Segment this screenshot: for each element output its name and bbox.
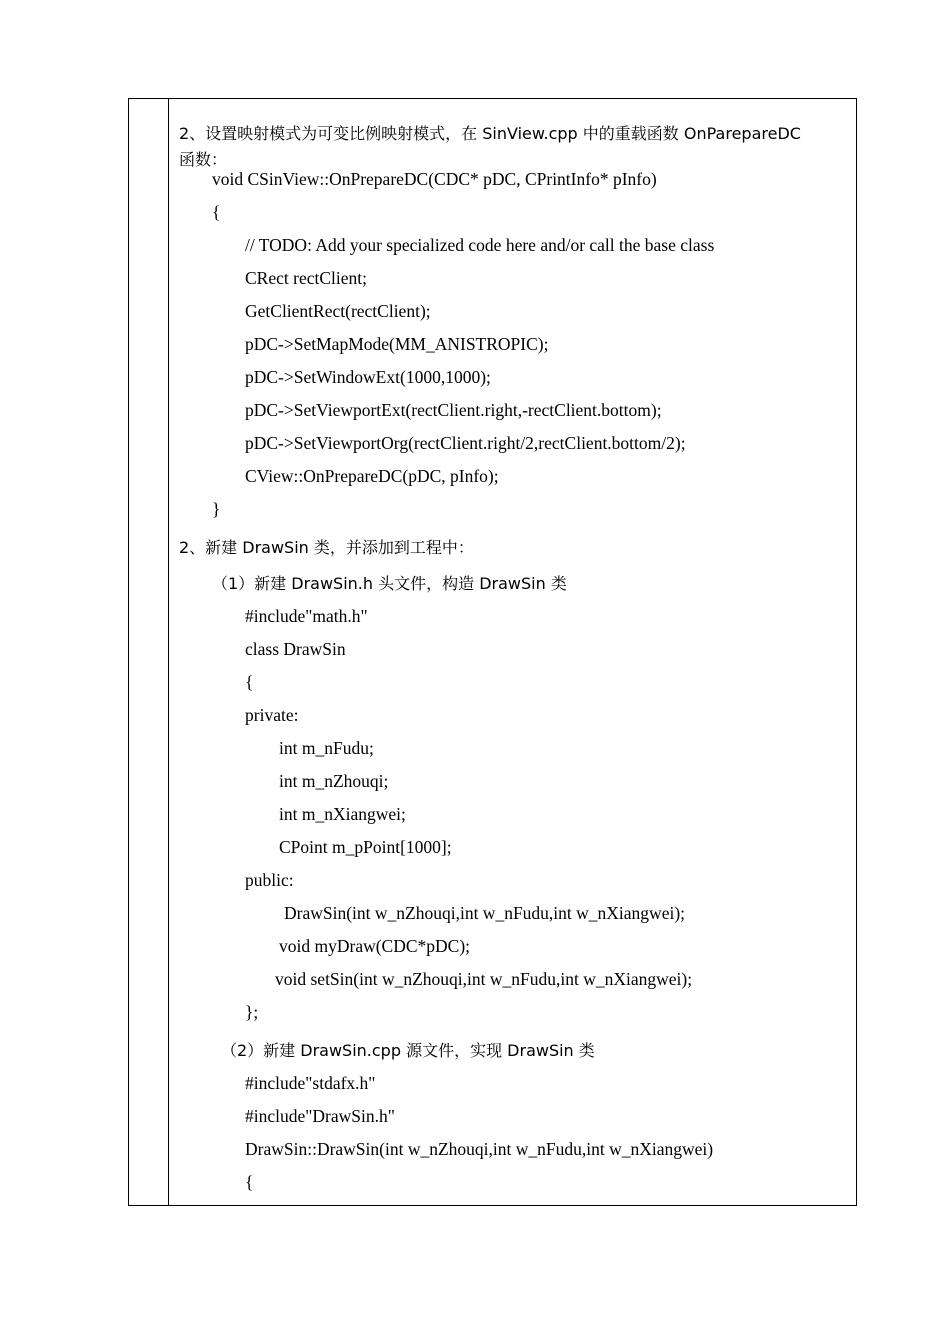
code-line: { bbox=[212, 202, 221, 222]
code-line: DrawSin(int w_nZhouqi,int w_nFudu,int w_nXiangwei); bbox=[284, 903, 686, 923]
code-line: #include"DrawSin.h" bbox=[245, 1106, 395, 1126]
code-line: { bbox=[245, 672, 254, 692]
code-line: public: bbox=[245, 870, 294, 890]
code-line: void CSinView::OnPrepareDC(CDC* pDC, CPrintInfo* pInfo) bbox=[212, 169, 657, 189]
code-line: int m_nFudu; bbox=[279, 738, 374, 758]
code-line: CPoint m_pPoint[1000]; bbox=[279, 837, 452, 857]
code-line: CView::OnPrepareDC(pDC, pInfo); bbox=[245, 466, 499, 486]
code-line: GetClientRect(rectClient); bbox=[245, 301, 431, 321]
code-line: int m_nZhouqi; bbox=[279, 771, 389, 791]
code-line: pDC->SetWindowExt(1000,1000); bbox=[245, 367, 491, 387]
code-line: void myDraw(CDC*pDC); bbox=[279, 936, 471, 956]
code-line: pDC->SetViewportOrg(rectClient.right/2,rectClient.bottom/2); bbox=[245, 433, 686, 453]
code-line: int m_nXiangwei; bbox=[279, 804, 406, 824]
table-column-divider bbox=[168, 98, 169, 1206]
code-line: CRect rectClient; bbox=[245, 268, 367, 288]
subsection-heading: （1）新建 DrawSin.h 头文件，构造 DrawSin 类 bbox=[212, 574, 567, 593]
section-heading: 2、设置映射模式为可变比例映射模式，在 SinView.cpp 中的重载函数 OnParepareDC bbox=[179, 124, 801, 143]
code-comment: // TODO: Add your specialized code here and/or call the base class bbox=[245, 235, 715, 255]
code-line: pDC->SetMapMode(MM_ANISTROPIC); bbox=[245, 334, 549, 354]
code-line: #include"stdafx.h" bbox=[245, 1073, 376, 1093]
code-line: { bbox=[245, 1172, 254, 1192]
code-line: #include"math.h" bbox=[245, 606, 368, 626]
code-line: pDC->SetViewportExt(rectClient.right,-rectClient.bottom); bbox=[245, 400, 662, 420]
code-line: void setSin(int w_nZhouqi,int w_nFudu,int w_nXiangwei); bbox=[275, 969, 693, 989]
code-line: private: bbox=[245, 705, 299, 725]
section-heading: 2、新建 DrawSin 类，并添加到工程中： bbox=[179, 538, 474, 557]
subsection-heading: （2）新建 DrawSin.cpp 源文件，实现 DrawSin 类 bbox=[221, 1041, 595, 1060]
code-line: class DrawSin bbox=[245, 639, 346, 659]
code-line: } bbox=[212, 499, 221, 519]
code-line: DrawSin::DrawSin(int w_nZhouqi,int w_nFudu,int w_nXiangwei) bbox=[245, 1139, 714, 1159]
section-heading-cont: 函数： bbox=[179, 150, 228, 169]
code-line: }; bbox=[245, 1002, 259, 1022]
